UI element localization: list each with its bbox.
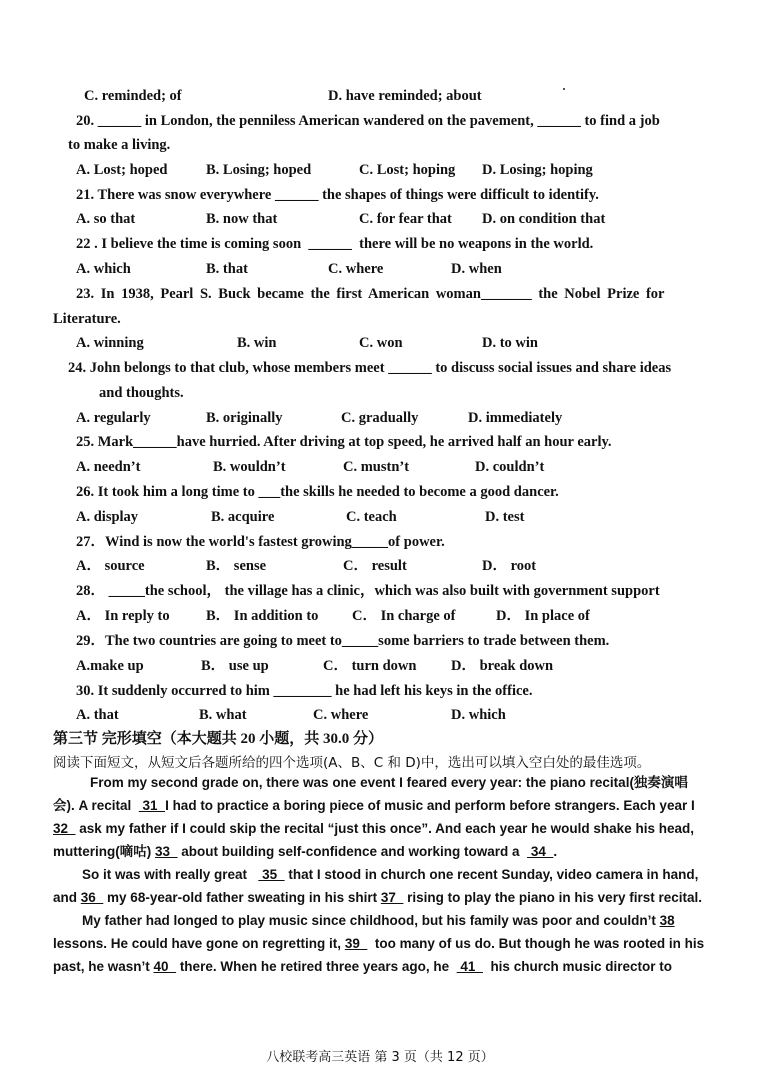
q27-option-a: A． source [76, 558, 145, 574]
blank-39: 39 [344, 936, 368, 951]
q20-stem: 20. ______ in London, the penniless American wandered on the pavement, ______ to find a job [76, 113, 660, 129]
q24-option-c: C. gradually [341, 410, 419, 426]
q23-stem: 23. In 1938, Pearl S. Buck became the first American woman_______ the Nobel Prize for [76, 286, 665, 302]
q30-stem: 30. It suddenly occurred to him ________ he had left his keys in the office. [76, 683, 533, 699]
q25-stem: 25. Mark______have hurried. After driving at top speed, he arrived half an hour early. [76, 434, 612, 450]
q30-option-b: B. what [199, 707, 247, 723]
q27-stem: 27．Wind is now the world's fastest growing_____of power. [76, 534, 445, 550]
q24-option-a: A. regularly [76, 410, 151, 426]
q21-option-a: A. so that [76, 211, 136, 227]
q20-option-c: C. Lost; hoping [359, 162, 456, 178]
q26-stem: 26. It took him a long time to ___the skills he needed to become a good dancer. [76, 484, 559, 500]
q23-option-b: B. win [237, 335, 277, 351]
q24-option-d: D. immediately [468, 410, 563, 426]
blank-40: 40 [153, 959, 177, 974]
q22-option-d: D. when [451, 261, 502, 277]
passage-line-4: muttering(嘀咕) 33 about building self-confidence and working toward a 34 . [53, 844, 558, 859]
blank-33: 33 [155, 844, 178, 859]
q26-option-b: B. acquire [211, 509, 275, 525]
blank-32: 32 [53, 821, 76, 836]
passage-line-7: My father had longed to play music since childhood, but his family was poor and couldn’t 38 [82, 913, 675, 928]
q26-option-a: A. display [76, 509, 139, 525]
q30-option-c: C. where [313, 707, 369, 723]
q29-stem: 29．The two countries are going to meet to_____some barriers to trade between them. [76, 633, 610, 649]
q28-option-a: A． In reply to [76, 608, 170, 624]
q24-option-b: B. originally [206, 410, 283, 426]
blank-35: 35 [258, 867, 285, 882]
passage-line-5: So it was with really great 35 that I stood in church one recent Sunday, video camera in hand, [82, 867, 699, 882]
blank-38: 38 [659, 913, 675, 928]
q25-option-d: D. couldn’t [475, 459, 545, 475]
q20-option-a: A. Lost; hoped [76, 162, 168, 178]
q23-option-c: C. won [359, 335, 403, 351]
q30-option-d: D. which [451, 707, 506, 723]
q20-option-d: D. Losing; hoping [482, 162, 593, 178]
passage-line-9: past, he wasn’t 40 there. When he retired three years ago, he 41 his church music director to [53, 959, 672, 974]
passage-line-3: 32 ask my father if I could skip the recital “just this once”. And each year he would shake his head, [53, 821, 694, 836]
q23-stem-cont: Literature. [53, 311, 121, 327]
blank-37: 37 [380, 890, 404, 905]
q20-option-b: B. Losing; hoped [206, 162, 312, 178]
blank-36: 36 [80, 890, 104, 905]
blank-31: 31 [138, 798, 166, 813]
q21-stem: 21. There was snow everywhere ______ the shapes of things were difficult to identify. [76, 187, 599, 203]
q22-option-b: B. that [206, 261, 248, 277]
q29-option-b: B． use up [201, 658, 269, 674]
passage-line-8: lessons. He could have gone on regretting it, 39 too many of us do. But though he was rooted in his [53, 936, 705, 951]
q26-option-d: D. test [485, 509, 525, 525]
q23-option-d: D. to win [482, 335, 538, 351]
q24-stem-cont: and thoughts. [99, 385, 184, 401]
q26-option-c: C. teach [346, 509, 397, 525]
q19-option-c: C. reminded; of [84, 88, 182, 104]
q28-option-b: B． In addition to [206, 608, 319, 624]
q28-option-d: D． In place of [496, 608, 590, 624]
q29-option-a: A.make up [76, 658, 144, 674]
passage-line-1: From my second grade on, there was one event I feared every year: the piano recital(独奏演唱 [90, 775, 688, 790]
blank-34: 34 [527, 844, 554, 859]
q29-option-c: C． turn down [323, 658, 417, 674]
q22-option-c: C. where [328, 261, 384, 277]
q28-option-c: C． In charge of [352, 608, 456, 624]
q30-option-a: A. that [76, 707, 119, 723]
q25-option-a: A. needn’t [76, 459, 141, 475]
q21-option-c: C. for fear that [359, 211, 452, 227]
q27-option-c: C． result [343, 558, 407, 574]
q25-option-b: B. wouldn’t [213, 459, 286, 475]
passage-line-2: 会). A recital 31 I had to practice a boring piece of music and perform before strangers. Each year I [53, 798, 695, 813]
q27-option-b: B． sense [206, 558, 267, 574]
section-title: 第三节 完形填空（本大题共 20 小题，共 30.0 分） [53, 731, 384, 747]
q21-option-b: B. now that [206, 211, 278, 227]
q19-option-d: D. have reminded; about [328, 88, 482, 104]
scan-speck [563, 88, 565, 90]
q29-option-d: D． break down [451, 658, 554, 674]
q24-stem: 24. John belongs to that club, whose members meet ______ to discuss social issues and share ideas [68, 360, 672, 376]
q22-stem: 22 . I believe the time is coming soon ______ there will be no weapons in the world. [76, 236, 594, 252]
blank-41: 41 [456, 959, 483, 974]
section-instruction: 阅读下面短文，从短文后各题所给的四个选项(A、B、C 和 D)中，选出可以填入空白处的最佳选项。 [53, 755, 651, 771]
q28-stem: 28． _____the school， the village has a clinic，which was also built with government support [76, 583, 660, 599]
page-footer: 八校联考高三英语 第 3 页（共 12 页） [266, 1050, 494, 1065]
passage-line-6: and 36 my 68-year-old father sweating in his shirt 37 rising to play the piano in his very first recital. [53, 890, 702, 905]
q22-option-a: A. which [76, 261, 131, 277]
q25-option-c: C. mustn’t [343, 459, 410, 475]
q27-option-d: D． root [482, 558, 537, 574]
q23-option-a: A. winning [76, 335, 144, 351]
q21-option-d: D. on condition that [482, 211, 606, 227]
q20-stem-cont: to make a living. [68, 137, 171, 153]
